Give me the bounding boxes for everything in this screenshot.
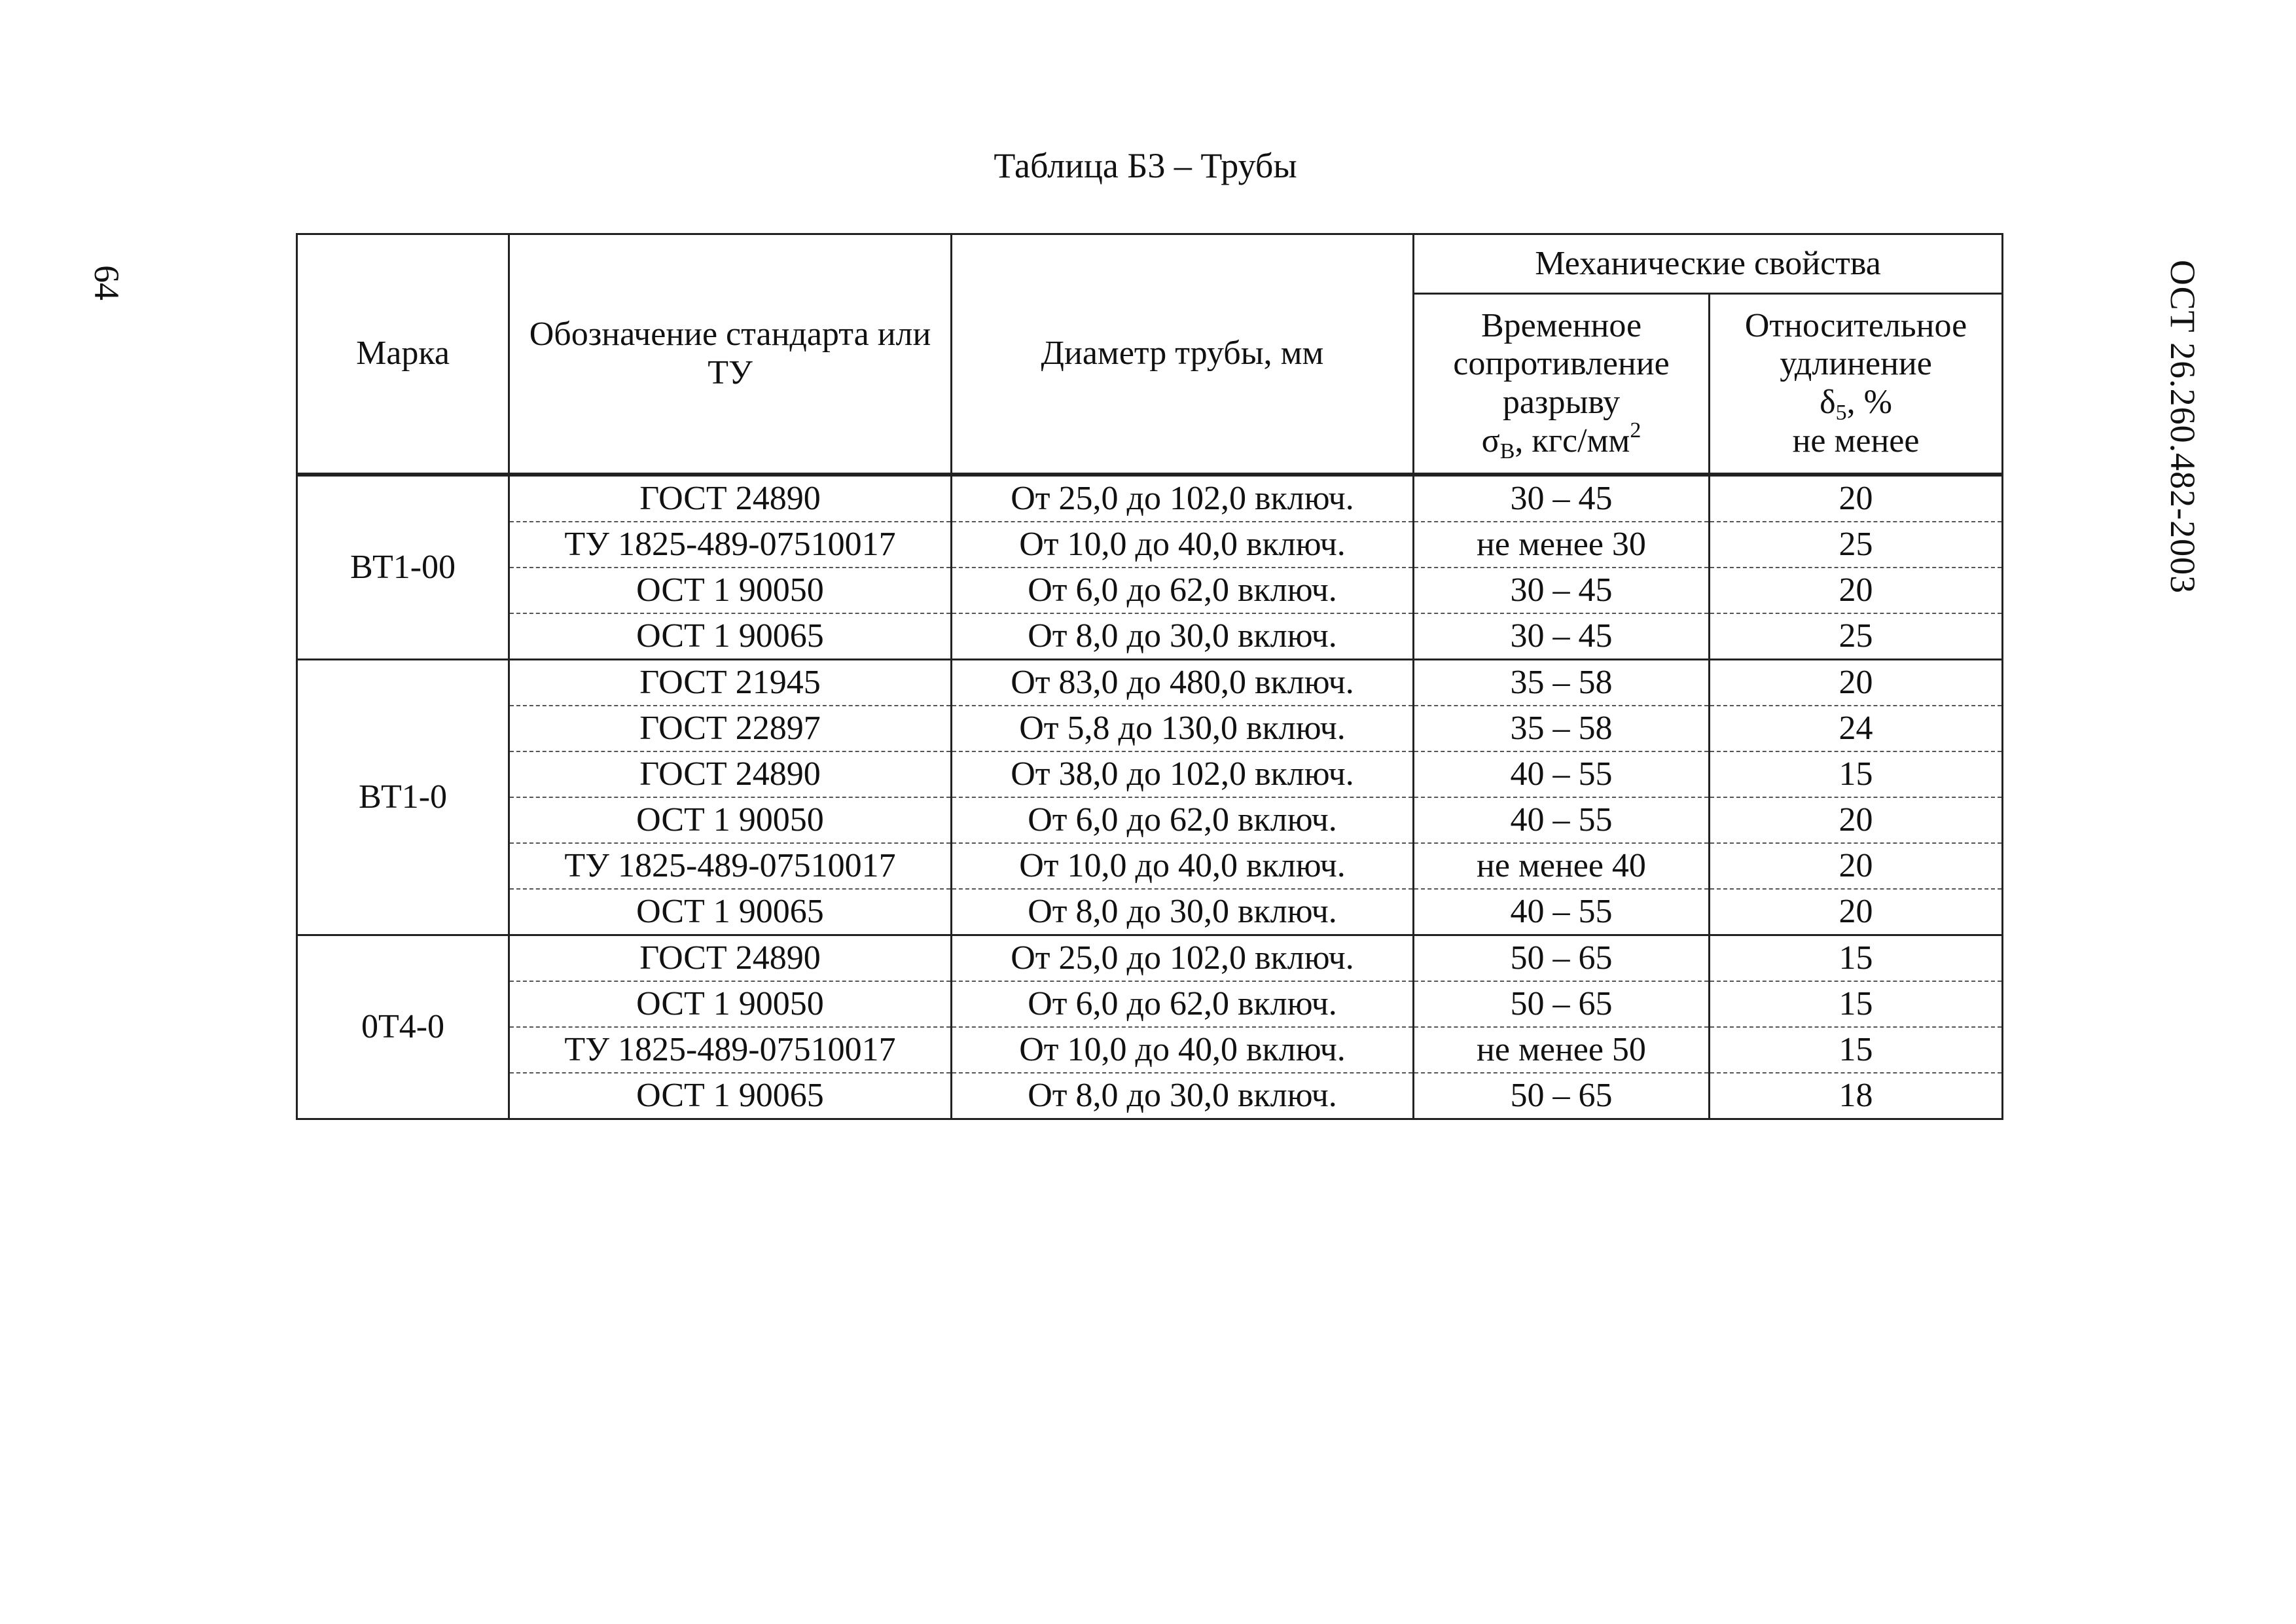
- diameter-cell: От 8,0 до 30,0 включ.: [952, 613, 1414, 660]
- standard-cell: ОСТ 1 90050: [509, 981, 952, 1027]
- table-row: [297, 568, 2003, 613]
- diameter-cell: От 83,0 до 480,0 включ.: [952, 660, 1414, 706]
- diameter-cell: От 10,0 до 40,0 включ.: [952, 843, 1414, 889]
- delta-symbol: δ: [1820, 384, 1836, 421]
- standard-cell: ГОСТ 22897: [509, 706, 952, 751]
- sigma-subscript: В: [1499, 439, 1515, 463]
- mark-cell: 0Т4-0: [297, 935, 509, 1119]
- table-row: [297, 613, 2003, 660]
- pipes-table: [296, 233, 2003, 1120]
- header-tensile-line3: разрыву: [1502, 384, 1621, 421]
- header-tensile-strength: [1414, 294, 1710, 475]
- header-elongation: [1710, 294, 2003, 475]
- table-title: Таблица Б3 – Трубы: [994, 146, 1297, 185]
- standard-cell: ГОСТ 24890: [509, 751, 952, 797]
- strength-cell: 50 – 65: [1414, 1073, 1710, 1119]
- table-row: [297, 751, 2003, 797]
- pipes-table-container: [296, 233, 2001, 1120]
- strength-cell: не менее 40: [1414, 843, 1710, 889]
- elongation-cell: 15: [1710, 1027, 2003, 1073]
- table-row: [297, 660, 2003, 706]
- diameter-cell: От 10,0 до 40,0 включ.: [952, 522, 1414, 568]
- strength-cell: 35 – 58: [1414, 706, 1710, 751]
- standard-cell: ОСТ 1 90050: [509, 797, 952, 843]
- strength-cell: 50 – 65: [1414, 935, 1710, 982]
- diameter-cell: От 8,0 до 30,0 включ.: [952, 889, 1414, 935]
- strength-cell: 30 – 45: [1414, 613, 1710, 660]
- header-elongation-line2: удлинение: [1780, 345, 1932, 383]
- delta-subscript: 5: [1835, 401, 1847, 425]
- elongation-cell: 18: [1710, 1073, 2003, 1119]
- elongation-cell: 20: [1710, 843, 2003, 889]
- elongation-cell: 15: [1710, 751, 2003, 797]
- strength-cell: 35 – 58: [1414, 660, 1710, 706]
- header-tensile-line2: сопротивление: [1453, 345, 1670, 383]
- diameter-cell: От 5,8 до 130,0 включ.: [952, 706, 1414, 751]
- standard-cell: ОСТ 1 90065: [509, 1073, 952, 1119]
- header-tensile-line1: Временное: [1480, 306, 1642, 344]
- standard-cell: ОСТ 1 90050: [509, 568, 952, 613]
- standard-cell: ТУ 1825-489-07510017: [509, 843, 952, 889]
- diameter-cell: От 6,0 до 62,0 включ.: [952, 981, 1414, 1027]
- standard-cell: ОСТ 1 90065: [509, 613, 952, 660]
- diameter-cell: От 25,0 до 102,0 включ.: [952, 475, 1414, 522]
- header-standard: Обозначение стандарта или ТУ: [509, 234, 952, 475]
- standard-cell: ГОСТ 21945: [509, 660, 952, 706]
- header-diameter: Диаметр трубы, мм: [952, 234, 1414, 475]
- standard-cell: ТУ 1825-489-07510017: [509, 522, 952, 568]
- strength-cell: 40 – 55: [1414, 889, 1710, 935]
- table-row: [297, 843, 2003, 889]
- header-mechanical-properties: Механические свойства: [1414, 234, 2003, 294]
- strength-cell: не менее 30: [1414, 522, 1710, 568]
- header-elongation-unit: [1710, 384, 2001, 425]
- diameter-cell: От 6,0 до 62,0 включ.: [952, 568, 1414, 613]
- mark-cell: ВТ1-00: [297, 475, 509, 660]
- strength-cell: не менее 50: [1414, 1027, 1710, 1073]
- elongation-cell: 15: [1710, 935, 2003, 982]
- elongation-cell: 20: [1710, 660, 2003, 706]
- strength-cell: 30 – 45: [1414, 568, 1710, 613]
- table-row: [297, 706, 2003, 751]
- table-row: [297, 1027, 2003, 1073]
- diameter-cell: От 8,0 до 30,0 включ.: [952, 1073, 1414, 1119]
- elongation-cell: 25: [1710, 522, 2003, 568]
- standard-cell: ГОСТ 24890: [509, 475, 952, 522]
- strength-cell: 40 – 55: [1414, 751, 1710, 797]
- page-number: 64: [87, 265, 126, 300]
- table-row: [297, 1073, 2003, 1119]
- strength-cell: 40 – 55: [1414, 797, 1710, 843]
- standard-cell: ГОСТ 24890: [509, 935, 952, 982]
- diameter-cell: От 38,0 до 102,0 включ.: [952, 751, 1414, 797]
- header-tensile-unit: [1414, 418, 1708, 463]
- strength-cell: 50 – 65: [1414, 981, 1710, 1027]
- table-row: [297, 522, 2003, 568]
- diameter-cell: От 6,0 до 62,0 включ.: [952, 797, 1414, 843]
- mark-cell: ВТ1-0: [297, 660, 509, 935]
- table-row: [297, 475, 2003, 522]
- elongation-cell: 24: [1710, 706, 2003, 751]
- elongation-cell: 15: [1710, 981, 2003, 1027]
- sigma-symbol: σ: [1481, 422, 1500, 460]
- header-elongation-line4: не менее: [1792, 422, 1920, 460]
- elongation-cell: 20: [1710, 568, 2003, 613]
- elongation-unit-text: , %: [1846, 384, 1892, 421]
- header-mark: Марка: [297, 234, 509, 475]
- table-row: [297, 889, 2003, 935]
- document-code: ОСТ 26.260.482-2003: [2163, 259, 2202, 594]
- elongation-cell: 20: [1710, 475, 2003, 522]
- tensile-unit-text: , кгс/мм: [1515, 422, 1630, 460]
- elongation-cell: 20: [1710, 797, 2003, 843]
- diameter-cell: От 25,0 до 102,0 включ.: [952, 935, 1414, 982]
- elongation-cell: 20: [1710, 889, 2003, 935]
- standard-cell: ОСТ 1 90065: [509, 889, 952, 935]
- table-row: [297, 935, 2003, 982]
- header-elongation-line1: Относительное: [1744, 306, 1967, 344]
- elongation-cell: 25: [1710, 613, 2003, 660]
- tensile-unit-superscript: 2: [1630, 418, 1641, 442]
- table-row: [297, 981, 2003, 1027]
- diameter-cell: От 10,0 до 40,0 включ.: [952, 1027, 1414, 1073]
- standard-cell: ТУ 1825-489-07510017: [509, 1027, 952, 1073]
- table-row: [297, 797, 2003, 843]
- strength-cell: 30 – 45: [1414, 475, 1710, 522]
